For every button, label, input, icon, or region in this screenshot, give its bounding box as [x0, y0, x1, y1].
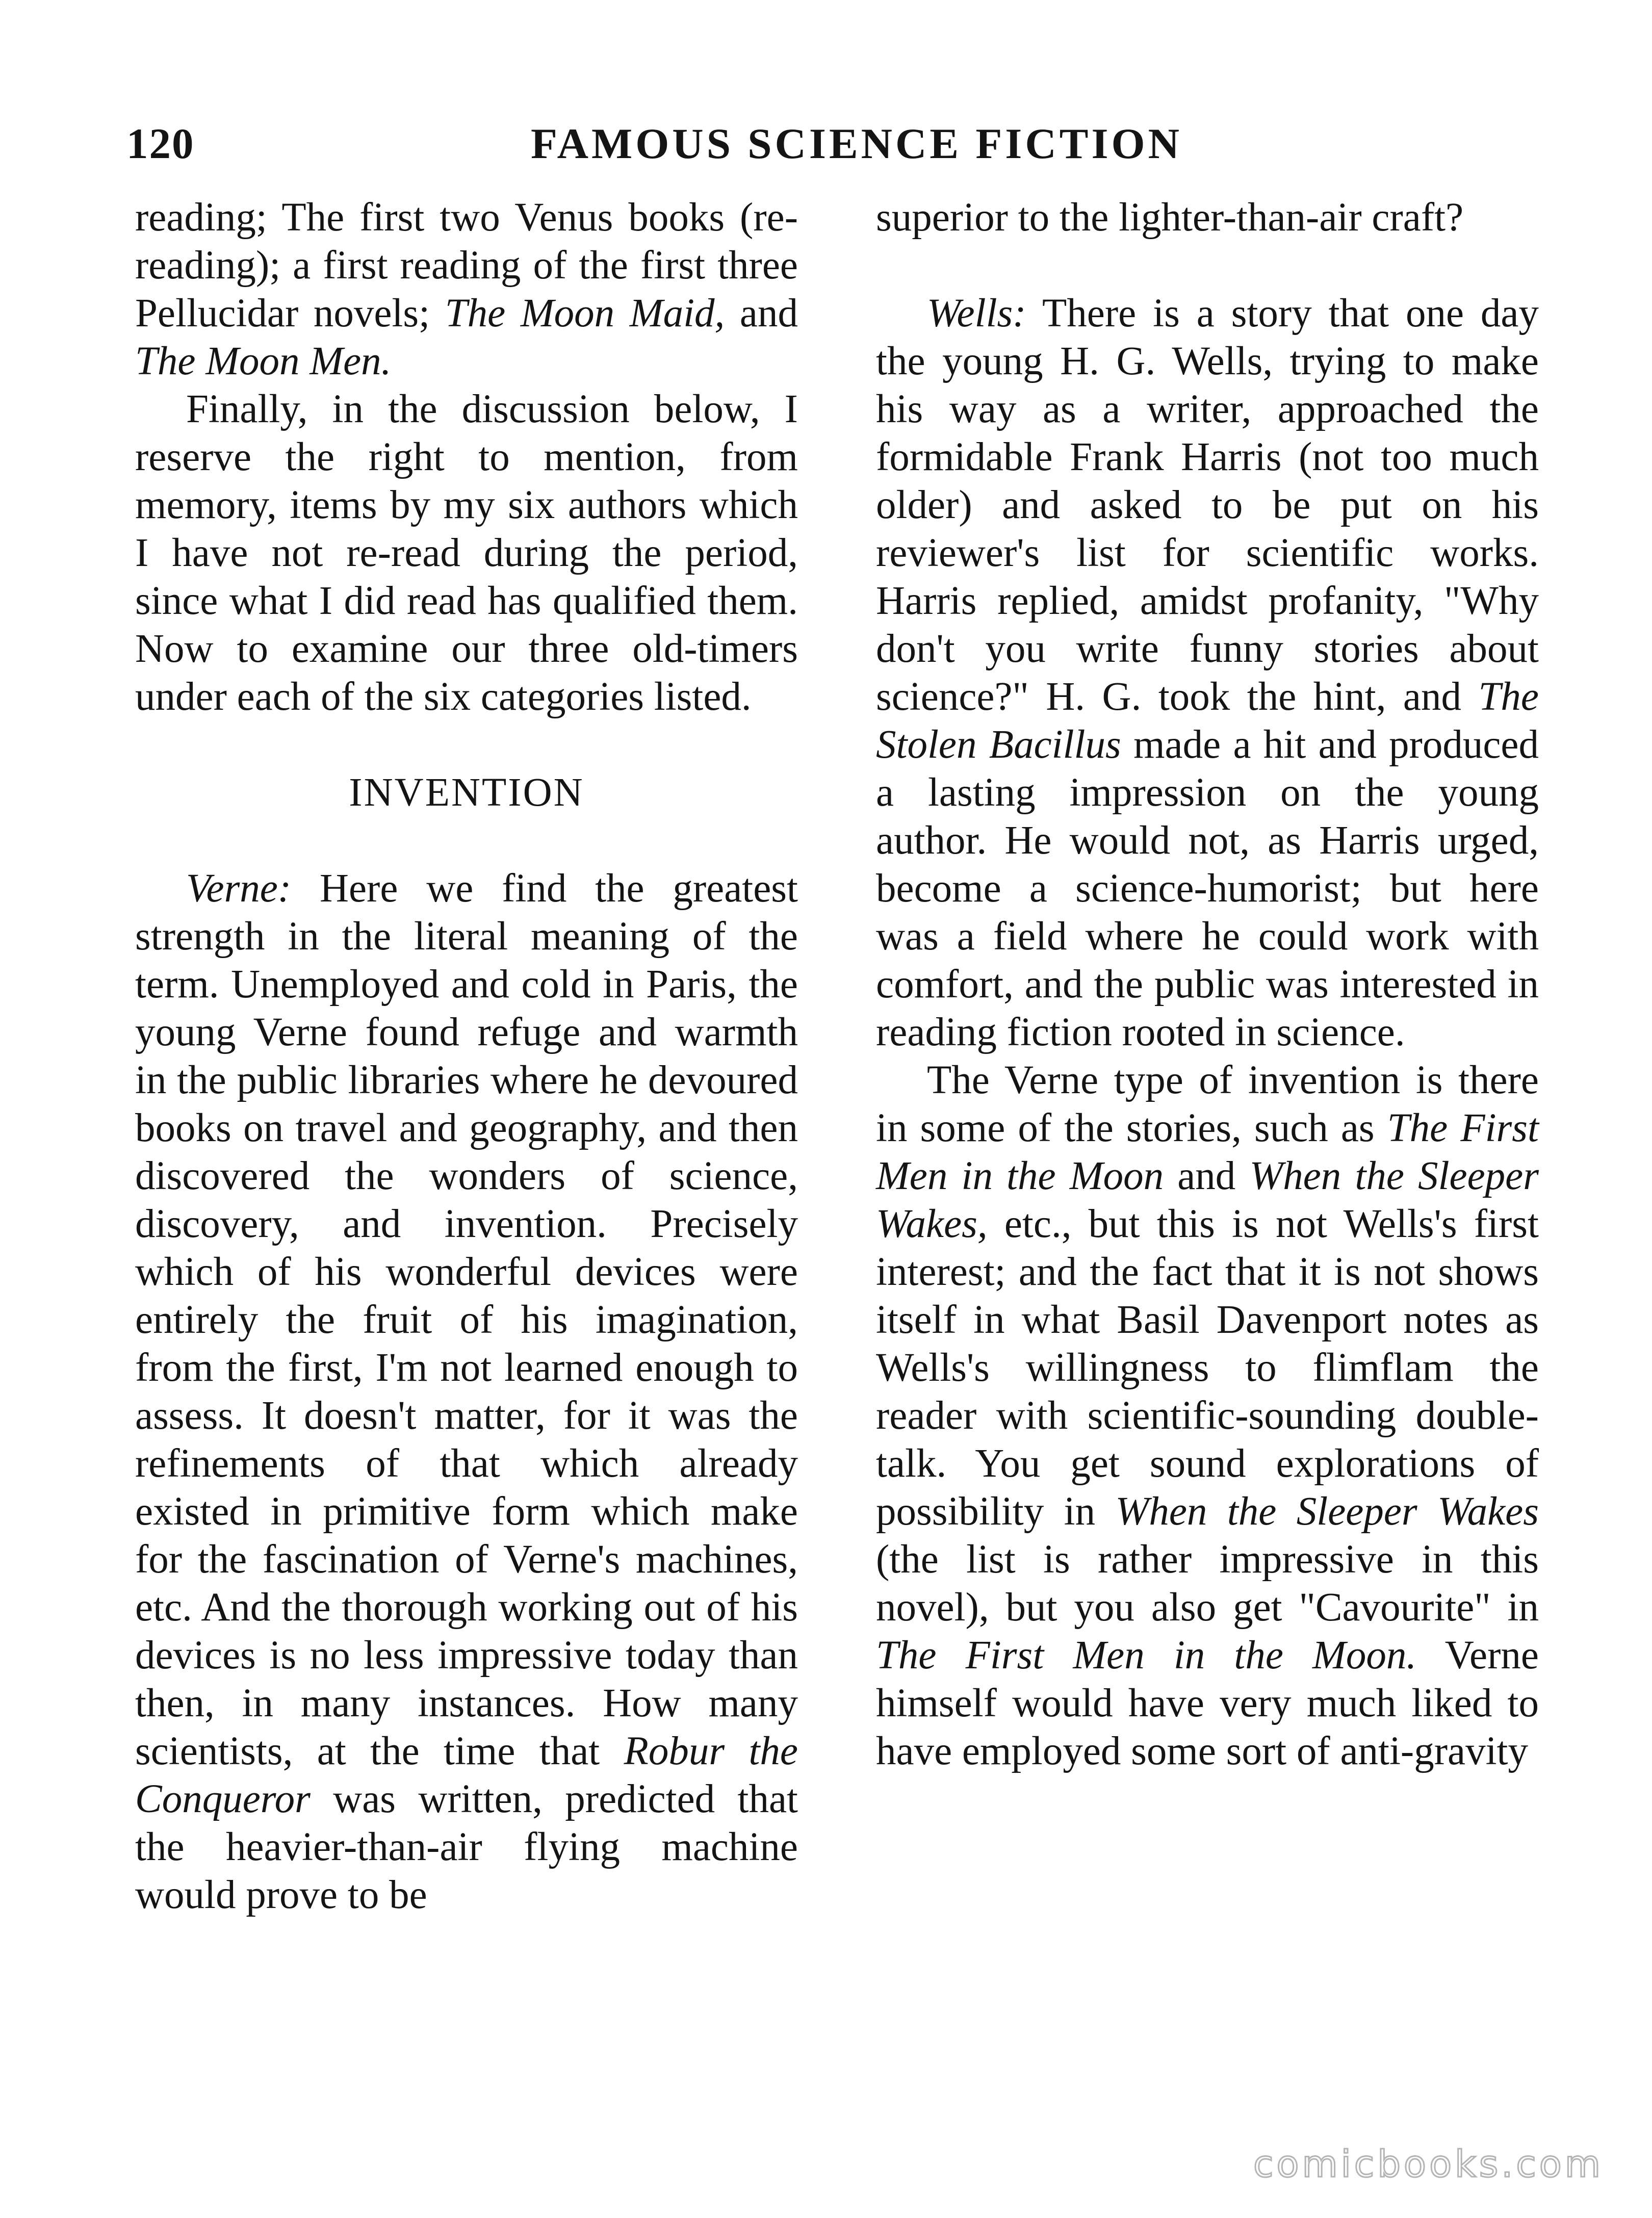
watermark: comicbooks.com [1253, 2143, 1604, 2185]
italic-text: The First Men in the Moon. [876, 1633, 1417, 1678]
paragraph [135, 194, 798, 385]
paragraph [876, 194, 1539, 242]
running-head: FAMOUS SCIENCE FICTION [530, 120, 1183, 168]
text-run: made a hit and produced a lasting impression on the young author. He would not, as Harris urged, become a science-humorist; but here was a field where he could work with comfort, and the public was interested in reading fiction rooted in science. [876, 723, 1539, 1054]
left-column [135, 194, 798, 1919]
text-run: Verne himself would have very much liked to have employed some sort of anti-gravity [876, 1633, 1539, 1773]
text-run: Here we find the greatest strength in the literal meaning of the term. Unemployed and cold in Paris, the young Verne found refuge and warmth in the public libraries where he devoured books on travel and geography, and then discovered the wonders of science, discovery, and invention. Precisely which of his wonderful devices were entirely the fruit of his imagination, from the first, I'm not learned enough to assess. It doesn't matter, for it was the refinements of that which already existed in primitive form which make for the fascination of Verne's machines, etc. And the thorough working out of his devices is no less impressive today than then, in many instances. How many scientists, at the time that [135, 866, 798, 1773]
text-run: Finally, in the discussion below, I reserve the right to mention, from memory, items by my six authors which I have not re-read during the period, since what I did read has qualified them. Now to examine our three old-timers under each of the six categories listed. [135, 387, 798, 719]
text-run: and [725, 291, 798, 336]
text-run: The Verne type of invention is there in some of the stories, such as [876, 1058, 1539, 1150]
italic-text: Wells: [927, 291, 1026, 336]
text-run: and [1164, 1154, 1250, 1198]
paragraph [876, 1056, 1539, 1775]
page-number: 120 [126, 120, 195, 168]
section-heading: INVENTION [349, 770, 584, 815]
italic-text: The First Men in the Moon [876, 1106, 1539, 1198]
italic-text: Robur the Conqueror [135, 1729, 798, 1821]
paragraph [135, 865, 798, 1919]
text-run: was written, predicted that the heavier-than-air flying machine would prove to be [135, 1777, 798, 1917]
text-run: (the list is rather impressive in this novel), but you also get "Cavourite" in [876, 1537, 1539, 1630]
italic-text: The Moon Maid, [445, 291, 725, 336]
italic-text: The Stolen Bacillus [876, 675, 1539, 767]
text-run: superior to the lighter-than-air craft? [876, 195, 1464, 240]
italic-text: When the Sleeper Wakes, [876, 1154, 1539, 1246]
italic-text: When the Sleeper Wakes [1115, 1489, 1539, 1534]
text-run: etc., but this is not Wells's first interest; and the fact that it is not shows itself in what Basil Davenport notes as Wells's willingness to flimflam the reader with scientific-sounding double-talk. You get sound explorations of possibility in [876, 1202, 1539, 1534]
right-column [876, 194, 1539, 1775]
paragraph [876, 290, 1539, 1056]
italic-text: The Moon Men. [135, 339, 392, 383]
paragraph [135, 385, 798, 721]
italic-text: Verne: [186, 866, 292, 911]
text-run: reading; The first two Venus books (re-reading); a first reading of the first three Pellucidar novels; [135, 195, 798, 336]
text-run: There is a story that one day the young H. G. Wells, trying to make his way as a writer, approached the formidable Frank Harris (not too much older) and asked to be put on his reviewer's list for scientific works. Harris replied, amidst profanity, "Why don't you write funny stories about science?" H. G. took the hint, and [876, 291, 1539, 719]
